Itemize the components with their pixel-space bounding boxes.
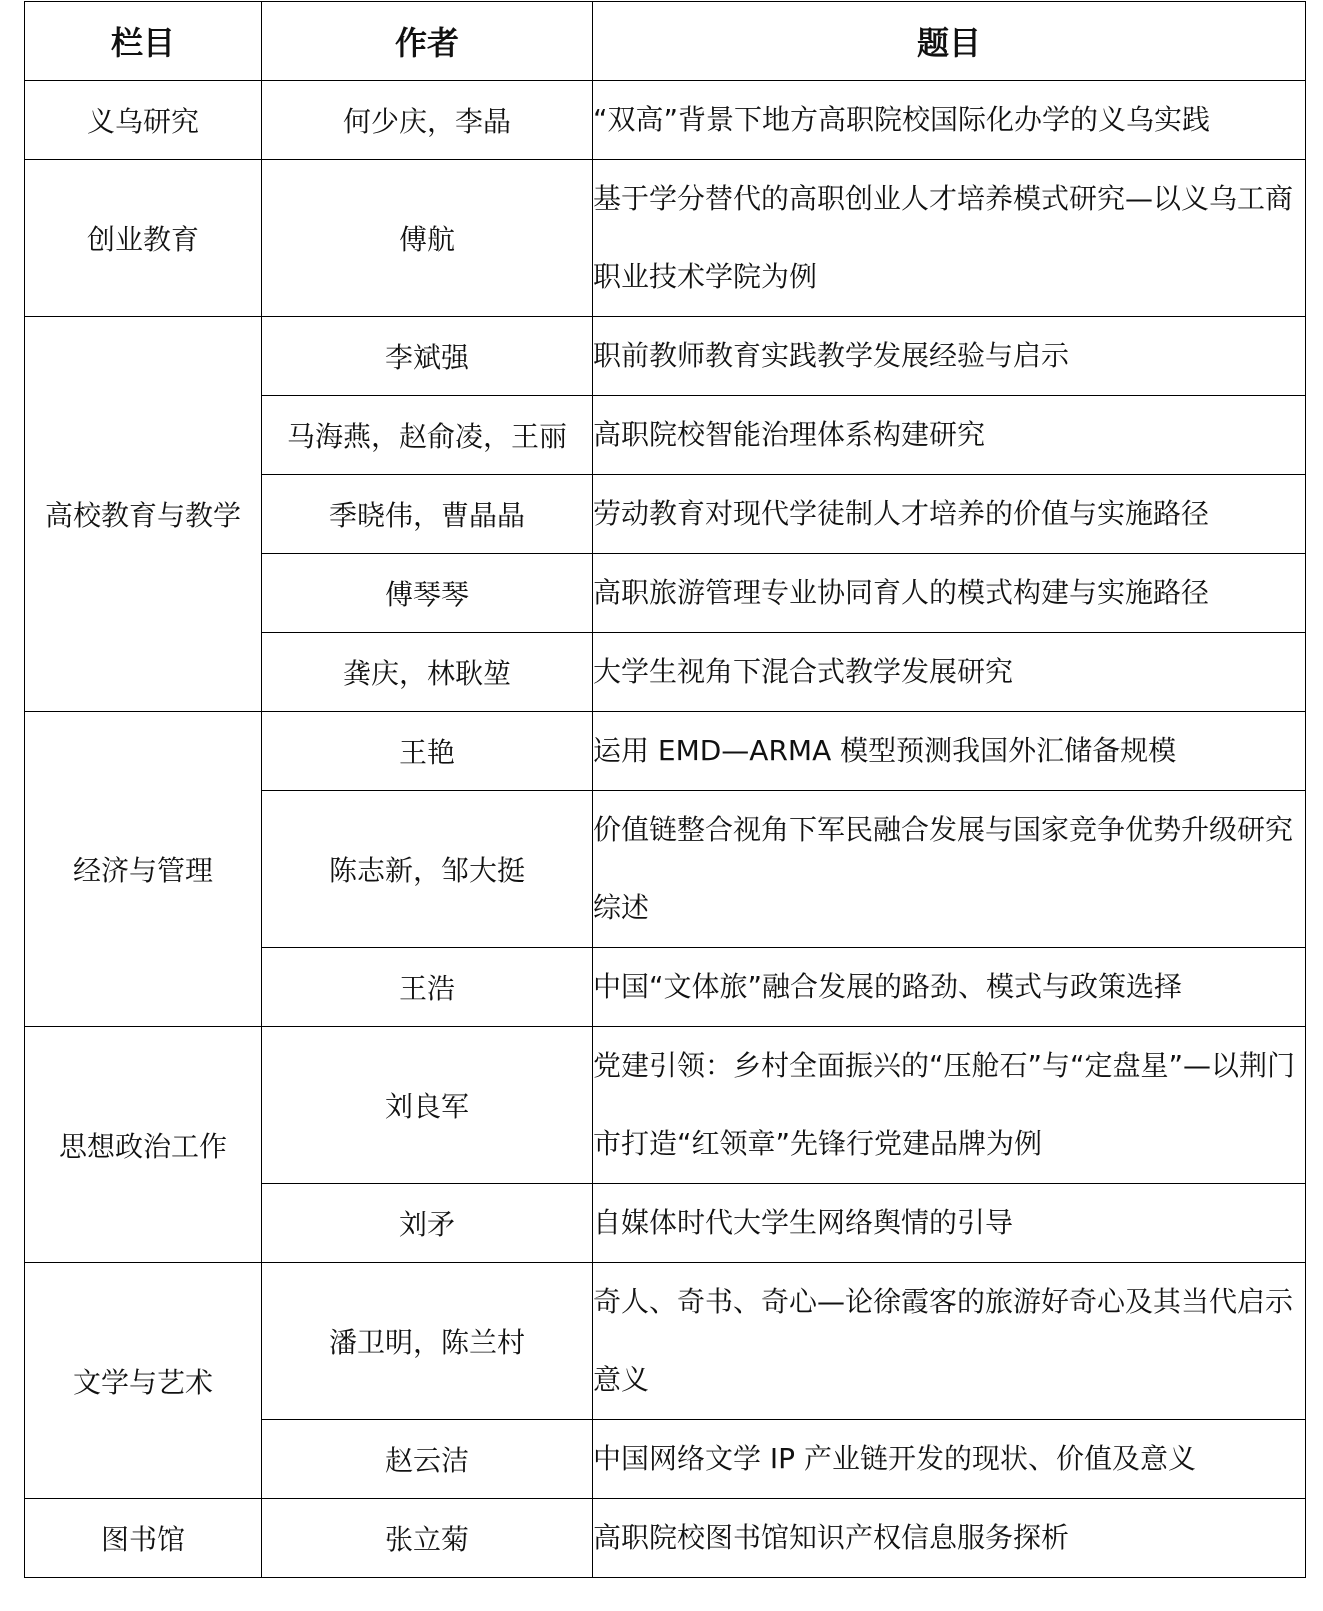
table-row [25, 81, 1306, 160]
column-cell: 义乌研究 [25, 81, 262, 160]
author-cell: 张立菊 [262, 1499, 593, 1578]
title-text: “双高”背景下地方高职院校国际化办学的义乌实践 [593, 103, 1211, 136]
title-text: 党建引领：乡村全面振兴的“压舱石”与“定盘星”—以荆门市打造“红领章”先锋行党建品牌为例 [593, 1049, 1296, 1160]
author-cell: 赵云洁 [262, 1420, 593, 1499]
author-cell: 傅航 [262, 160, 593, 317]
table-of-contents [24, 1, 1306, 1578]
title-cell [593, 712, 1306, 791]
author-cell: 王艳 [262, 712, 593, 791]
title-cell [593, 948, 1306, 1027]
title-cell [593, 160, 1306, 317]
header-column: 栏目 [25, 2, 262, 81]
author-cell: 马海燕，赵俞凌，王丽 [262, 396, 593, 475]
author-cell: 陈志新，邹大挺 [262, 791, 593, 948]
title-cell [593, 1027, 1306, 1184]
column-cell: 创业教育 [25, 160, 262, 317]
title-text: 大学生视角下混合式教学发展研究 [593, 655, 1014, 688]
title-cell [593, 633, 1306, 712]
title-text: 高职院校智能治理体系构建研究 [593, 418, 986, 451]
author-cell: 潘卫明，陈兰村 [262, 1263, 593, 1420]
title-cell [593, 1499, 1306, 1578]
table-row [25, 712, 1306, 791]
author-cell: 王浩 [262, 948, 593, 1027]
title-text: 中国“文体旅”融合发展的路劲、模式与政策选择 [593, 970, 1183, 1003]
title-text: 价值链整合视角下军民融合发展与国家竞争优势升级研究综述 [593, 813, 1294, 924]
table-row [25, 1499, 1306, 1578]
title-text: 运用 EMD—ARMA 模型预测我国外汇储备规模 [593, 734, 1177, 767]
title-cell [593, 317, 1306, 396]
author-cell: 刘矛 [262, 1184, 593, 1263]
title-text: 高职旅游管理专业协同育人的模式构建与实施路径 [593, 576, 1210, 609]
header-row [25, 2, 1306, 81]
title-cell [593, 475, 1306, 554]
header-author: 作者 [262, 2, 593, 81]
column-cell: 经济与管理 [25, 712, 262, 1027]
author-cell: 李斌强 [262, 317, 593, 396]
title-cell [593, 396, 1306, 475]
title-cell [593, 1263, 1306, 1420]
author-cell: 傅琴琴 [262, 554, 593, 633]
author-cell: 龚庆，林耿堃 [262, 633, 593, 712]
title-text: 劳动教育对现代学徒制人才培养的价值与实施路径 [593, 497, 1210, 530]
title-text: 职前教师教育实践教学发展经验与启示 [593, 339, 1070, 372]
table-row [25, 317, 1306, 396]
author-cell: 刘良军 [262, 1027, 593, 1184]
title-cell [593, 554, 1306, 633]
column-cell: 思想政治工作 [25, 1027, 262, 1263]
header-title: 题目 [593, 2, 1306, 81]
column-cell: 图书馆 [25, 1499, 262, 1578]
title-cell [593, 791, 1306, 948]
title-cell [593, 81, 1306, 160]
title-cell [593, 1420, 1306, 1499]
column-cell: 文学与艺术 [25, 1263, 262, 1499]
author-cell: 季晓伟，曹晶晶 [262, 475, 593, 554]
title-cell [593, 1184, 1306, 1263]
title-text: 中国网络文学 IP 产业链开发的现状、价值及意义 [593, 1442, 1196, 1475]
table-row [25, 160, 1306, 317]
table-row [25, 1027, 1306, 1184]
title-text: 自媒体时代大学生网络舆情的引导 [593, 1206, 1014, 1239]
title-text: 高职院校图书馆知识产权信息服务探析 [593, 1521, 1070, 1554]
title-text: 奇人、奇书、奇心—论徐霞客的旅游好奇心及其当代启示意义 [593, 1285, 1294, 1396]
author-cell: 何少庆，李晶 [262, 81, 593, 160]
column-cell: 高校教育与教学 [25, 317, 262, 712]
table-row [25, 1263, 1306, 1420]
title-text: 基于学分替代的高职创业人才培养模式研究—以义乌工商职业技术学院为例 [593, 182, 1294, 293]
